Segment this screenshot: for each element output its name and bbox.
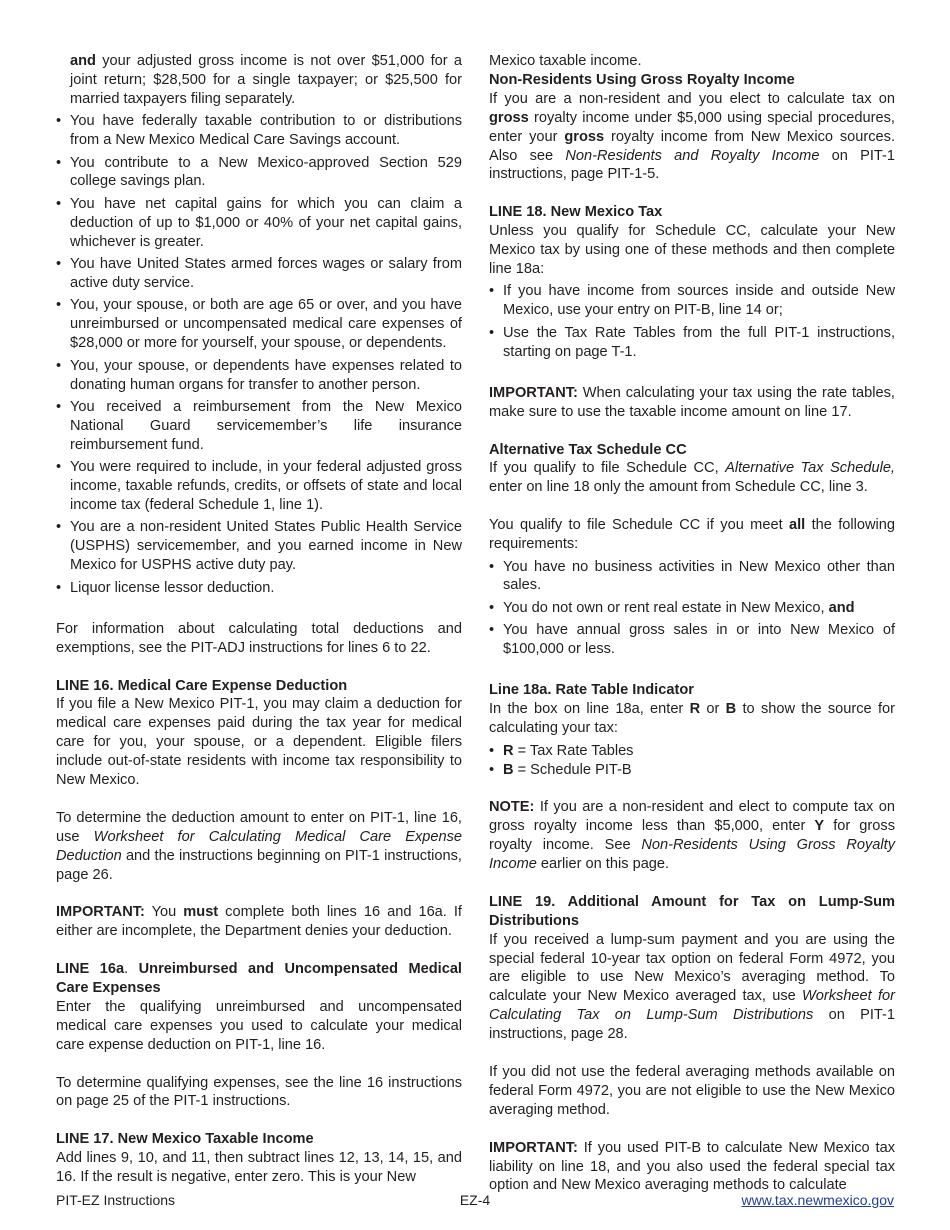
list-item: • You have no business activities in New Mexico other than sales. <box>489 558 895 596</box>
rate-indicator-list <box>489 742 895 780</box>
line18-important-note: IMPORTANT: When calculating your tax using the rate tables, make sure to use the taxable income amount on line 17. <box>489 384 895 420</box>
list-item: • B = Schedule PIT-B <box>489 761 895 780</box>
schedule-cc-requirements-paragraph: You qualify to file Schedule CC if you meet all the following requirements: <box>489 517 895 553</box>
deductions-info-paragraph: For information about calculating total deductions and exemptions, see the PIT-ADJ instructions for lines 6 to 22. <box>56 620 462 656</box>
list-item: • You, your spouse, or dependents have expenses related to donating human organs for transfer to another person. <box>56 357 462 395</box>
list-item: • You have federally taxable contribution to or distributions from a New Mexico Medical Care Savings account. <box>56 112 462 150</box>
line16-paragraph: If you file a New Mexico PIT-1, you may claim a deduction for medical care expenses paid during the tax year for medical care for you, your spouse, or a dependent. Eligible filers include out-of-state residents with income tax responsibility to New Mexico. <box>56 696 462 789</box>
list-item: • Liquor license lessor deduction. <box>56 579 462 598</box>
line18-heading: LINE 18. New Mexico Tax <box>489 204 663 221</box>
list-item: • You were required to include, in your federal adjusted gross income, taxable refunds, credits, or offsets of state and local income tax (federal Schedule 1, line 1). <box>56 458 462 515</box>
list-item: • R = Tax Rate Tables <box>489 742 895 761</box>
schedule-cc-paragraph: If you qualify to file Schedule CC, Alternative Tax Schedule, enter on line 18 only the amount from Schedule CC, line 3. <box>489 460 895 496</box>
line17-heading: LINE 17. New Mexico Taxable Income <box>56 1131 314 1148</box>
list-item: • You, your spouse, or both are age 65 or over, and you have unreimbursed or uncompensated medical care expenses of $28,000 or more for yourself, your spouse, or dependents. <box>56 296 462 353</box>
qualification-bullet-list <box>56 112 462 597</box>
line16-important-note: IMPORTANT: You must complete both lines 16 and 16a. If either are incomplete, the Department denies your deduction. <box>56 904 462 940</box>
line16a-qualifying-paragraph: To determine qualifying expenses, see the line 16 instructions on page 25 of the PIT-1 instructions. <box>56 1074 462 1110</box>
list-item: • You do not own or rent real estate in New Mexico, and <box>489 599 895 618</box>
nonresidents-royalty-paragraph: If you are a non-resident and you elect to calculate tax on gross royalty income under $5,000 using special procedures, enter your gross royalty income from New Mexico sources. Also see Non-Residents and Royalty Income on PIT-1 instructions, page PIT-1-5. <box>489 90 896 183</box>
list-item: • You contribute to a New Mexico-approved Section 529 college savings plan. <box>56 154 462 192</box>
schedule-cc-requirements-list <box>489 558 895 660</box>
line19-not-eligible-paragraph: If you did not use the federal averaging methods available on federal Form 4972, you are not eligible to use the New Mexico averaging method. <box>489 1064 895 1118</box>
list-item: • You received a reimbursement from the New Mexico National Guard servicemember’s life insurance reimbursement fund. <box>56 398 462 455</box>
line19-heading: LINE 19. Additional Amount for Tax on Lump-Sum Distributions <box>489 893 895 929</box>
footer-document-title: PIT-EZ Instructions <box>56 1192 176 1208</box>
line19-important-note: IMPORTANT: If you used PIT-B to calculate New Mexico tax liability on line 18, and you also used the federal special tax option and New Mexico averaging methods to calculate <box>489 1139 895 1194</box>
line16-heading: LINE 16. Medical Care Expense Deduction <box>56 677 348 694</box>
line17-paragraph: Add lines 9, 10, and 11, then subtract lines 12, 13, 14, 15, and 16. If the result is negative, enter zero. This is your New <box>56 1150 462 1186</box>
schedule-cc-heading: Alternative Tax Schedule CC <box>489 441 687 458</box>
line16a-heading: LINE 16a. Unreimbursed and Uncompensated Medical Care Expenses <box>56 961 462 997</box>
list-item: • You have annual gross sales in or into New Mexico of $100,000 or less. <box>489 621 895 659</box>
intro-continuation: and your adjusted gross income is not over $51,000 for a joint return; $28,500 for a single taxpayer; or $25,500 for married taxpayers filing separately. <box>70 53 462 107</box>
list-item: • You have net capital gains for which you can claim a deduction of up to $1,000 or 40% of your net capital gains, whichever is greater. <box>56 195 462 252</box>
footer-website-link[interactable]: www.tax.newmexico.gov <box>741 1192 894 1208</box>
list-item: • You have United States armed forces wages or salary from active duty service. <box>56 255 462 293</box>
right-column <box>489 52 895 1195</box>
nonresidents-royalty-heading: Non-Residents Using Gross Royalty Income <box>489 71 795 88</box>
line16a-paragraph: Enter the qualifying unreimbursed and uncompensated medical care expenses you used to calculate your medical care expense deduction on PIT-1, line 16. <box>56 998 462 1053</box>
line18-method-list <box>489 282 895 361</box>
line18a-heading: Line 18a. Rate Table Indicator <box>489 682 694 699</box>
left-column <box>56 52 462 1187</box>
line17-continuation: Mexico taxable income. <box>489 53 642 69</box>
list-item: • Use the Tax Rate Tables from the full PIT-1 instructions, starting on page T-1. <box>489 324 895 362</box>
line18-paragraph: Unless you qualify for Schedule CC, calculate your New Mexico tax by using one of these methods and then complete line 18a: <box>489 223 895 277</box>
line18a-note: NOTE: If you are a non-resident and elect to compute tax on gross royalty income less than $5,000, enter Y for gross royalty income. See Non-Residents Using Gross Royalty Income earlier on this page. <box>489 799 895 873</box>
list-item: • You are a non-resident United States Public Health Service (USPHS) servicemember, and you earned income in New Mexico for USPHS active duty pay. <box>56 518 462 575</box>
line19-paragraph: If you received a lump-sum payment and you are using the special federal 10-year tax option on federal Form 4972, you are eligible to use New Mexico’s averaging method. To calculate your New Mexico averaged tax, use Worksheet for Calculating Tax on Lump-Sum Distributions on PIT-1 instructions, page 28. <box>489 931 896 1043</box>
line16-worksheet-paragraph: To determine the deduction amount to enter on PIT-1, line 16, use Worksheet for Calculating Medical Care Expense Deduction and the instructions beginning on PIT-1 instructions, page 26. <box>56 809 462 883</box>
line18a-paragraph: In the box on line 18a, enter R or B to show the source for calculating your tax: <box>489 701 895 737</box>
list-item: • If you have income from sources inside and outside New Mexico, use your entry on PIT-B, line 14 or; <box>489 282 895 320</box>
footer-page-number: EZ-4 <box>459 1192 491 1208</box>
